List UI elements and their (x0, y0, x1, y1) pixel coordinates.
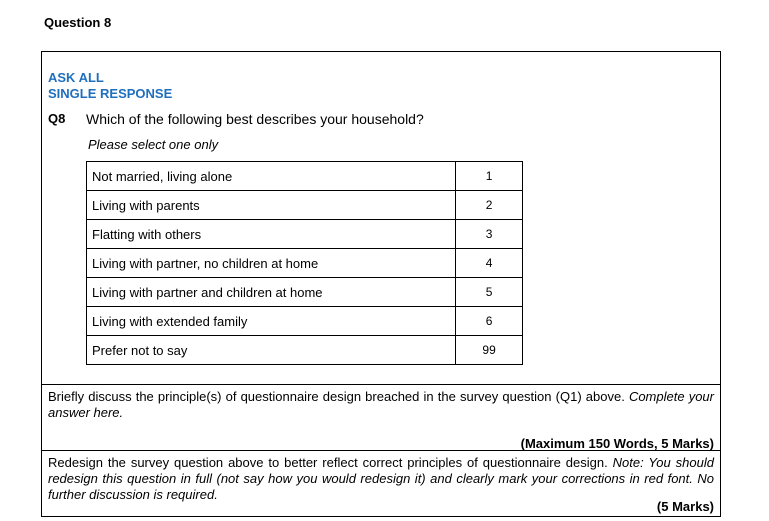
option-row[interactable] (87, 307, 523, 336)
option-label: Living with partner and children at home (87, 278, 456, 307)
option-label: Living with parents (87, 191, 456, 220)
question-number: Q8 (48, 111, 66, 126)
option-label: Prefer not to say (87, 336, 456, 365)
discuss-section[interactable] (42, 384, 720, 451)
question-instruction: Please select one only (88, 137, 219, 152)
redesign-text: Redesign the survey question above to better reflect correct principles of questionnaire design. (48, 455, 613, 470)
option-label: Flatting with others (87, 220, 456, 249)
option-code: 4 (456, 249, 523, 278)
option-code: 1 (456, 162, 523, 191)
redesign-marks: (5 Marks) (656, 499, 714, 514)
option-row[interactable] (87, 162, 523, 191)
options-table (86, 161, 523, 365)
redesign-italic: Note: You should redesign this question in full (not say how you would redesign it) and clearly mark your corrections in red font. No further discussion is required. (48, 455, 714, 502)
option-code: 3 (456, 220, 523, 249)
option-row[interactable] (87, 220, 523, 249)
discuss-text: Briefly discuss the principle(s) of questionnaire design breached in the survey question (Q1) above. (48, 389, 629, 404)
option-label: Living with partner, no children at home (87, 249, 456, 278)
option-row[interactable] (87, 278, 523, 307)
redesign-prompt (48, 455, 714, 503)
question-heading: Question 8 (44, 15, 112, 30)
option-label: Living with extended family (87, 307, 456, 336)
option-code: 99 (456, 336, 523, 365)
routing-ask-all: ASK ALL (48, 70, 104, 85)
option-row[interactable] (87, 191, 523, 220)
option-code: 5 (456, 278, 523, 307)
routing-response-type: SINGLE RESPONSE (48, 86, 173, 101)
discuss-italic: Complete your answer here. (48, 389, 714, 420)
discuss-prompt (48, 389, 714, 421)
question-section (42, 52, 720, 385)
option-code: 2 (456, 191, 523, 220)
option-label: Not married, living alone (87, 162, 456, 191)
question-box (41, 51, 721, 517)
redesign-section[interactable] (42, 450, 720, 516)
option-row[interactable] (87, 336, 523, 365)
question-text: Which of the following best describes your household? (86, 111, 424, 127)
option-row[interactable] (87, 249, 523, 278)
option-code: 6 (456, 307, 523, 336)
discuss-marks: (Maximum 150 Words, 5 Marks) (520, 436, 714, 451)
